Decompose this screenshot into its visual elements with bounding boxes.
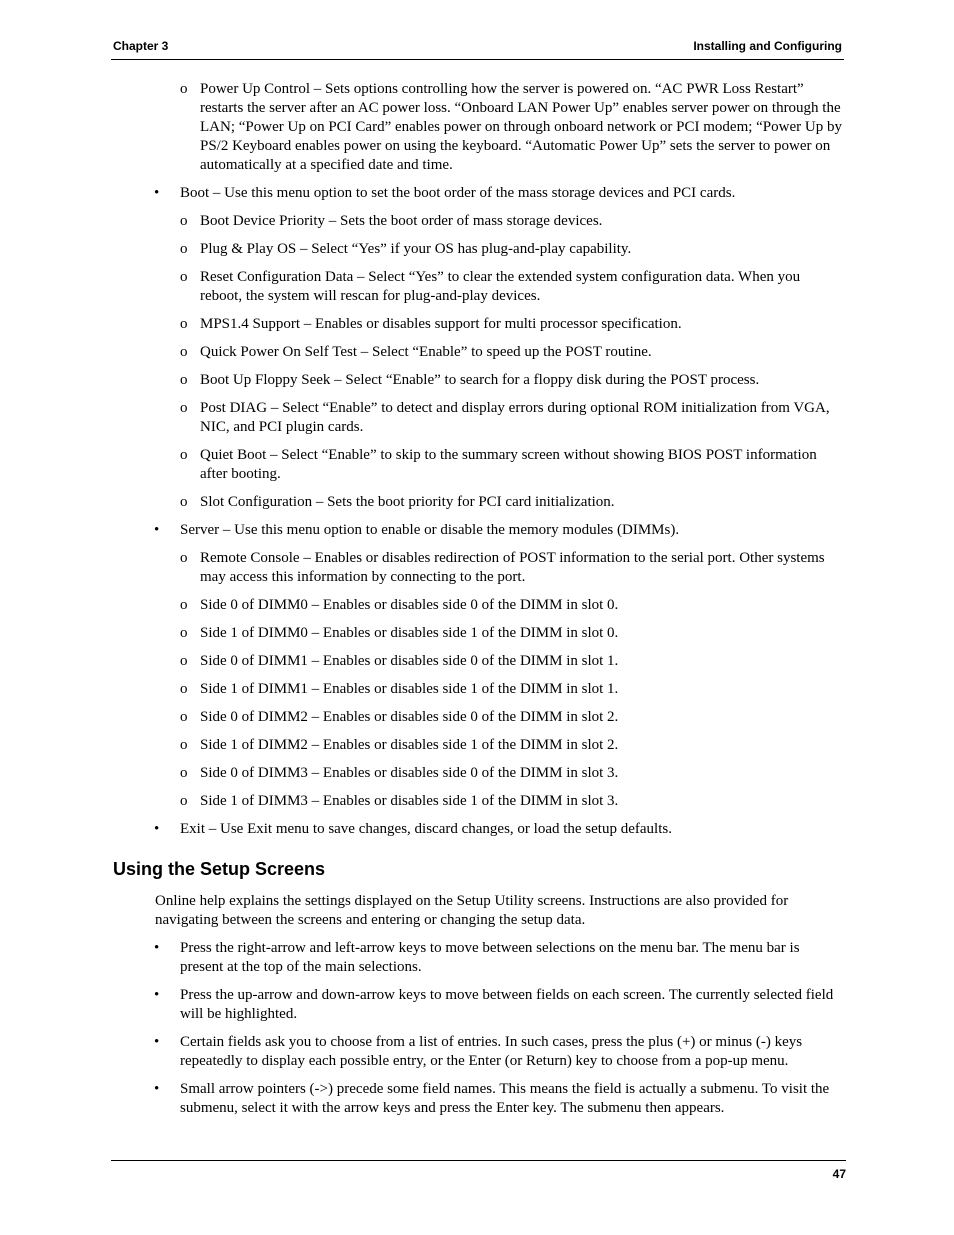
- item-text: Remote Console – Enables or disables redirection of POST information to the serial port. Other systems may access this information by connecting to the port.: [200, 550, 825, 585]
- item-text: Power Up Control – Sets options controlling how the server is powered on. “AC PWR Loss Restart” restarts the server after an AC power loss. “Onboard LAN Power Up” enables server power on through the LAN; “Power Up on PCI Card” enables power on through onboard network or PCI modem; “Power Up by PS/2 Keyboard enables power on using the keyboard. “Automatic Power Up” sets the server to power on automatically at a specified date and time.: [200, 81, 842, 173]
- sub-item: [111, 680, 844, 699]
- sub-item: [111, 549, 844, 587]
- sub-bullet-marker: o: [180, 316, 188, 332]
- sub-bullet-marker: o: [180, 447, 188, 463]
- sub-bullet-marker: o: [180, 400, 188, 416]
- sub-item: [111, 446, 844, 484]
- item-text: Small arrow pointers (->) precede some field names. This means the field is actually a submenu. To visit the submenu, select it with the arrow keys and press the Enter key. The submenu then appears.: [180, 1081, 830, 1116]
- item-text: Certain fields ask you to choose from a list of entries. In such cases, press the plus (+) or minus (-) keys repeatedly to display each possible entry, or the Enter (or Return) key to choose from a pop-up menu.: [180, 1034, 803, 1069]
- sub-item: [111, 212, 844, 231]
- sub-item: [111, 652, 844, 671]
- bullet-item: [111, 521, 844, 540]
- sub-item: [111, 343, 844, 362]
- item-text: Side 0 of DIMM2 – Enables or disables side 0 of the DIMM in slot 2.: [200, 709, 619, 725]
- sub-item: [111, 399, 844, 437]
- item-text: Side 1 of DIMM1 – Enables or disables side 1 of the DIMM in slot 1.: [200, 681, 619, 697]
- item-text: MPS1.4 Support – Enables or disables support for multi processor specification.: [200, 316, 682, 332]
- sub-bullet-marker: o: [180, 241, 188, 257]
- sub-bullet-marker: o: [180, 344, 188, 360]
- bullet-item: [111, 1080, 844, 1118]
- bullet-item: [111, 1033, 844, 1071]
- page-header: [111, 38, 844, 60]
- item-text: Side 0 of DIMM0 – Enables or disables side 0 of the DIMM in slot 0.: [200, 597, 619, 613]
- section-heading: Using the Setup Screens: [113, 859, 326, 879]
- section-title: Installing and Configuring: [693, 39, 842, 53]
- bullet-marker: •: [154, 522, 160, 538]
- bullet-item: [111, 184, 844, 203]
- item-text: Exit – Use Exit menu to save changes, discard changes, or load the setup defaults.: [180, 821, 672, 837]
- item-text: Server – Use this menu option to enable or disable the memory modules (DIMMs).: [180, 522, 680, 538]
- bullet-marker: •: [154, 821, 160, 837]
- sub-bullet-marker: o: [180, 550, 188, 566]
- sub-bullet-marker: o: [180, 653, 188, 669]
- bullet-marker: •: [154, 987, 160, 1003]
- sub-item: [111, 240, 844, 259]
- sub-bullet-marker: o: [180, 765, 188, 781]
- sub-bullet-marker: o: [180, 494, 188, 510]
- sub-bullet-marker: o: [180, 269, 188, 285]
- sub-bullet-marker: o: [180, 793, 188, 809]
- item-text: Side 0 of DIMM1 – Enables or disables side 0 of the DIMM in slot 1.: [200, 653, 619, 669]
- sub-item: [111, 268, 844, 306]
- item-text: Side 1 of DIMM2 – Enables or disables side 1 of the DIMM in slot 2.: [200, 737, 619, 753]
- bullet-item: [111, 939, 844, 977]
- item-text: Slot Configuration – Sets the boot priority for PCI card initialization.: [200, 494, 615, 510]
- item-text: Quiet Boot – Select “Enable” to skip to the summary screen without showing BIOS POST information after booting.: [200, 447, 817, 482]
- item-text: Boot Device Priority – Sets the boot order of mass storage devices.: [200, 213, 603, 229]
- item-text: Post DIAG – Select “Enable” to detect and display errors during optional ROM initialization from VGA, NIC, and PCI plugin cards.: [200, 400, 830, 435]
- sub-item: [111, 493, 844, 512]
- bullet-marker: •: [154, 940, 160, 956]
- sub-item: [111, 624, 844, 643]
- sub-item: [111, 764, 844, 783]
- sub-item: [111, 708, 844, 727]
- sub-item: [111, 736, 844, 755]
- sub-bullet-marker: o: [180, 597, 188, 613]
- item-text: Press the up-arrow and down-arrow keys to move between fields on each screen. The currently selected field will be highlighted.: [180, 987, 834, 1022]
- item-text: Quick Power On Self Test – Select “Enable” to speed up the POST routine.: [200, 344, 652, 360]
- paragraph: Online help explains the settings displayed on the Setup Utility screens. Instructions are also provided for navigating between the screens and entering or changing the setup data.: [155, 893, 789, 928]
- sub-item: [111, 596, 844, 615]
- sub-bullet-marker: o: [180, 709, 188, 725]
- sub-bullet-marker: o: [180, 81, 188, 97]
- item-text: Side 0 of DIMM3 – Enables or disables side 0 of the DIMM in slot 3.: [200, 765, 619, 781]
- bullet-marker: •: [154, 185, 160, 201]
- item-text: Reset Configuration Data – Select “Yes” to clear the extended system configuration data. When you reboot, the system will rescan for plug-and-play devices.: [200, 269, 801, 304]
- bullet-item: [111, 820, 844, 839]
- item-text: Plug & Play OS – Select “Yes” if your OS has plug-and-play capability.: [200, 241, 632, 257]
- item-text: Boot – Use this menu option to set the boot order of the mass storage devices and PCI cards.: [180, 185, 736, 201]
- page-number: 47: [832, 1167, 846, 1181]
- sub-item: [111, 80, 844, 175]
- item-text: Side 1 of DIMM0 – Enables or disables side 1 of the DIMM in slot 0.: [200, 625, 619, 641]
- sub-item: [111, 371, 844, 390]
- item-text: Side 1 of DIMM3 – Enables or disables side 1 of the DIMM in slot 3.: [200, 793, 619, 809]
- item-text: Boot Up Floppy Seek – Select “Enable” to search for a floppy disk during the POST process.: [200, 372, 760, 388]
- bullet-item: [111, 986, 844, 1024]
- page-footer: [111, 1160, 846, 1185]
- sub-bullet-marker: o: [180, 625, 188, 641]
- page-body: [111, 80, 844, 1127]
- sub-item: [111, 792, 844, 811]
- sub-bullet-marker: o: [180, 213, 188, 229]
- sub-bullet-marker: o: [180, 372, 188, 388]
- sub-bullet-marker: o: [180, 737, 188, 753]
- bullet-marker: •: [154, 1081, 160, 1097]
- bullet-marker: •: [154, 1034, 160, 1050]
- item-text: Press the right-arrow and left-arrow keys to move between selections on the menu bar. The menu bar is present at the top of the main selections.: [180, 940, 800, 975]
- sub-item: [111, 315, 844, 334]
- chapter-label: Chapter 3: [113, 39, 169, 53]
- sub-bullet-marker: o: [180, 681, 188, 697]
